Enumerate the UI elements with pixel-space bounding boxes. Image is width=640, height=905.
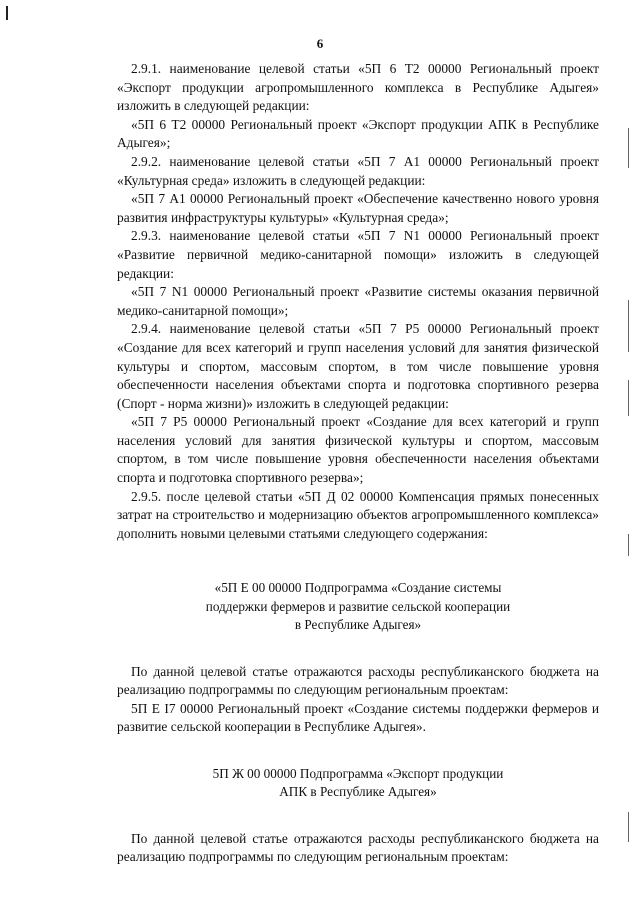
scan-edge-mark-right [628, 128, 629, 168]
page-number: 6 [316, 36, 324, 51]
section-zh-heading-line-2: АПК в Республике Адыгея» [279, 784, 437, 800]
paragraph-2-9-3-new-name: «5П 7 N1 00000 Региональный проект «Развитие системы оказания первичной медико-санитарной помощи»; [117, 284, 599, 318]
section-e-heading-line-2: поддержки фермеров и развитие сельской кооперации [205, 598, 511, 614]
paragraph-2-9-3: 2.9.3. наименование целевой статьи «5П 7 N1 00000 Региональный проект «Развитие первичной медико-санитарной помощи» изложить в следующей редакции: [117, 228, 599, 281]
paragraph-2-9-2: 2.9.2. наименование целевой статьи «5П 7 А1 00000 Региональный проект «Культурная среда» изложить в следующей редакции: [117, 153, 599, 188]
scan-edge-mark-right [628, 534, 629, 556]
paragraph-2-9-1-new-name: «5П 6 Т2 00000 Региональный проект «Экспорт продукции АПК в Республике Адыгея»; [117, 116, 599, 151]
section-e-heading-line-1: «5П Е 00 00000 Подпрограмма «Создание системы [214, 580, 502, 596]
paragraph-2-9-4: 2.9.4. наименование целевой статьи «5П 7 Р5 00000 Региональный проект «Создание для всех категорий и групп населения условий для занятия физической культуры и спортом, массовым спортом, в том числе повышение уровня обеспеченности населения объектами спорта и подготовка спортивного резерва (Спорт - норма жизни)» изложить в следующей редакции: [117, 321, 599, 411]
scan-edge-mark-left [6, 6, 8, 20]
paragraph-2-9-1: 2.9.1. наименование целевой статьи «5П 6 Т2 00000 Региональный проект «Экспорт продукции агропромышленного комплекса в Республике Адыгея» изложить в следующей редакции: [117, 61, 599, 114]
scan-edge-mark-right [628, 300, 629, 352]
paragraph-2-9-5: 2.9.5. после целевой статьи «5П Д 02 00000 Компенсация прямых понесенных затрат на строительство и модернизацию объектов агропромышленного комплекса» дополнить новыми целевыми статьями следующего содержания: [117, 488, 599, 541]
paragraph-2-9-2-new-name: «5П 7 А1 00000 Региональный проект «Обеспечение качественно нового уровня развития инфраструктуры культуры» «Культурная среда»; [117, 191, 599, 225]
section-zh-heading-line-1: 5П Ж 00 00000 Подпрограмма «Экспорт продукции [212, 766, 504, 782]
section-e-heading-line-3: в Республике Адыгея» [294, 617, 422, 633]
scan-edge-mark-right [628, 812, 629, 842]
section-e-project: 5П Е I7 00000 Региональный проект «Создание системы поддержки фермеров и развитие сельской кооперации в Республике Адыгея». [117, 700, 599, 735]
spacer [117, 737, 599, 765]
spacer [117, 635, 599, 663]
scan-edge-mark-right [628, 380, 629, 416]
section-e-text: По данной целевой статье отражаются расходы республиканского бюджета на реализацию подпрограммы по следующим региональным проектам: [117, 663, 599, 698]
spacer [117, 802, 599, 830]
paragraph-2-9-4-new-name: «5П 7 Р5 00000 Региональный проект «Создание для всех категорий и групп населения условий для занятия физической культуры и спортом, массовым спортом, в том числе повышение уровня обеспеченности населения объектами спорта и подготовка спортивного резерва»; [117, 414, 599, 486]
spacer [117, 543, 599, 579]
document-body [117, 60, 599, 867]
section-zh-text: По данной целевой статье отражаются расходы республиканского бюджета на реализацию подпрограммы по следующим региональным проектам: [117, 830, 599, 865]
